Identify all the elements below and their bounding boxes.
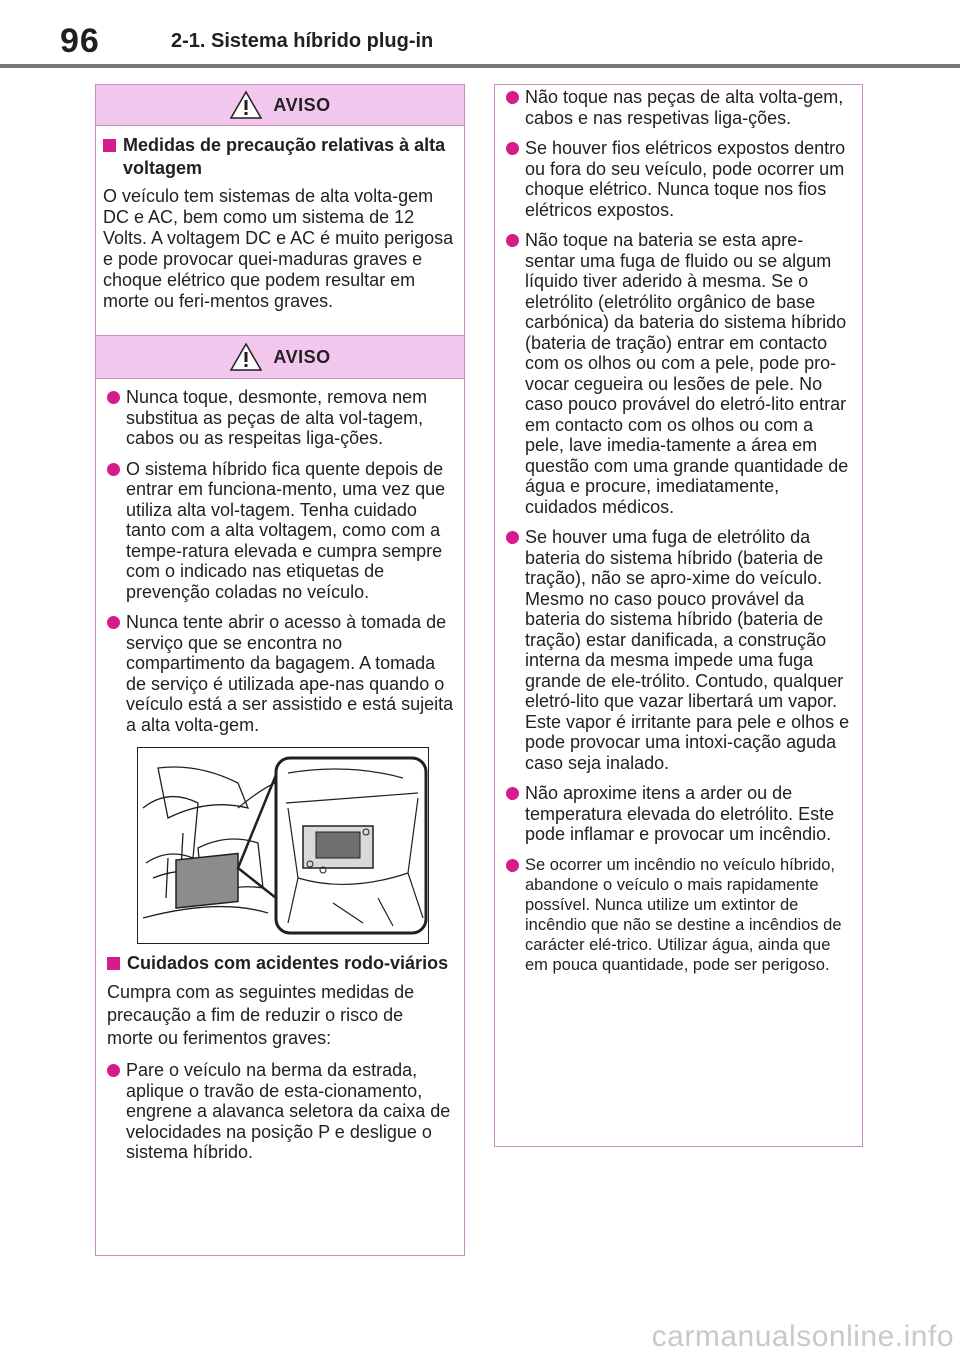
- warning-body: [96, 126, 464, 335]
- square-bullet-icon: [103, 139, 116, 152]
- warning-header: [96, 336, 464, 379]
- page-number: 96: [60, 22, 100, 60]
- list-item-text: Se ocorrer um incêndio no veículo híbrido, abandone o veículo o mais rapidamente possível. Nunca utilize um extintor de incêndio que não se destine a incêndios de carácter elé-trico. Utilizar água, ainda que em pouca quantidade, pode ser perigoso.: [525, 855, 842, 974]
- list-item: [107, 1060, 454, 1163]
- list-item: [506, 527, 852, 773]
- bullet-dot-icon: [506, 91, 519, 104]
- list-item: [107, 612, 454, 735]
- bullet-dot-icon: [506, 234, 519, 247]
- bullet-dot-icon: [107, 1064, 120, 1077]
- bullet-dot-icon: [506, 859, 519, 872]
- bullet-dot-icon: [506, 531, 519, 544]
- square-bullet-icon: [107, 957, 120, 970]
- list-item-text: Se houver fios elétricos expostos dentro ou fora do seu veículo, pode ocorrer um choque elétrico. Nunca toque nos fios elétricos expostos.: [525, 138, 846, 220]
- warning-label: AVISO: [273, 94, 331, 115]
- heading-text: Cuidados com acidentes rodo-viários: [127, 953, 449, 973]
- warning-triangle-icon: [229, 90, 263, 120]
- list-item-text: Não toque na bateria se esta apre-sentar uma fuga de fluido ou se algum líquido tiver aderido à mesma. Se o eletrólito (eletrólito orgânico de base carbónica) da bateria do sistema híbrido (bateria de tração) entrar em contacto com os olhos ou com a pele, pode pro-vocar cegueira ou lesões de pele. No caso pouco provável do eletró-lito entrar em contacto com os olhos ou com a pele, lave imedia-tamente a área em questão com uma grande quantidade de água e procure, imediatamente, cuidados médicos.: [525, 230, 849, 517]
- section-title: 2-1. Sistema híbrido plug-in: [171, 30, 434, 52]
- list-item: [506, 138, 852, 220]
- right-column-frame: [494, 84, 863, 1147]
- list-item-text: Se houver uma fuga de eletrólito da bateria do sistema híbrido (bateria de tração), não se apro-xime do veículo. Mesmo no caso pouco provável da bateria do sistema híbrido (bateria de tração) estar danificada, a construção interna da mesma impede uma fuga grande de ele-trólito. Contudo, qualquer eletró-lito que vazar libertará um vapor. Este vapor é irritante para pele e olhos e pode provocar uma intoxi-cação aguda caso seja inalado.: [525, 527, 850, 773]
- bullet-dot-icon: [506, 142, 519, 155]
- warning-body: [96, 379, 464, 1181]
- luggage-compartment-drawing: [138, 748, 428, 943]
- list-item-text: Pare o veículo na berma da estrada, aplique o travão de esta-cionamento, engrene a alavanca seletora da caixa de velocidades na posição P e desligue o sistema híbrido.: [126, 1060, 451, 1162]
- bullet-dot-icon: [107, 616, 120, 629]
- heading-text: Medidas de precaução relativas à alta voltagem: [123, 135, 446, 178]
- bullet-dot-icon: [107, 391, 120, 404]
- bullet-dot-icon: [107, 463, 120, 476]
- paragraph: Cumpra com as seguintes medidas de precaução a fim de reduzir o risco de morte ou ferimentos graves:: [107, 982, 415, 1048]
- list-item: [107, 387, 454, 449]
- list-item: [107, 459, 454, 603]
- warning-body: [495, 85, 862, 993]
- list-item: [506, 855, 852, 975]
- list-item-text: Não toque nas peças de alta volta-gem, cabos e nas respetivas liga-ções.: [525, 87, 844, 128]
- subsection-heading: [103, 134, 454, 180]
- paragraph: O veículo tem sistemas de alta volta-gem DC e AC, bem como um sistema de 12 Volts. A voltagem DC e AC é muito perigosa e pode provocar quei-maduras graves e choque elétrico que podem resultar em morte ou feri-mentos graves.: [103, 186, 454, 311]
- left-column-frame: [95, 84, 465, 1256]
- list-item-text: Não aproxime itens a arder ou de temperatura elevada do eletrólito. Este pode inflamar e provocar um incêndio.: [525, 783, 835, 844]
- service-plug-illustration: [137, 747, 429, 944]
- warning-triangle-icon: [229, 342, 263, 372]
- list-item: [506, 230, 852, 517]
- list-item-text: O sistema híbrido fica quente depois de entrar em funciona-mento, uma vez que utiliza alta vol-tagem. Tenha cuidado tanto com a alta voltagem, como com a tempe-ratura elevada e cumpra sempre com o indicado nas etiquetas de prevenção coladas no veículo.: [126, 458, 446, 602]
- list-item-text: Nunca toque, desmonte, remova nem substitua as peças de alta vol-tagem, cabos ou as respeitas liga-ções.: [126, 387, 428, 448]
- watermark: carmanualsonline.info: [651, 1320, 954, 1353]
- list-item-text: Nunca tente abrir o acesso à tomada de serviço que se encontra no compartimento da bagagem. A tomada de serviço é utilizada ape-nas quando o veículo está a ser assistido e está sujeita a alta volta-gem.: [126, 612, 454, 735]
- list-item: [506, 87, 852, 128]
- warning-label: AVISO: [273, 346, 331, 367]
- bullet-dot-icon: [506, 787, 519, 800]
- list-item: [506, 783, 852, 845]
- warning-header: [96, 85, 464, 126]
- subsection-heading: [107, 952, 454, 975]
- header-divider: [0, 64, 960, 68]
